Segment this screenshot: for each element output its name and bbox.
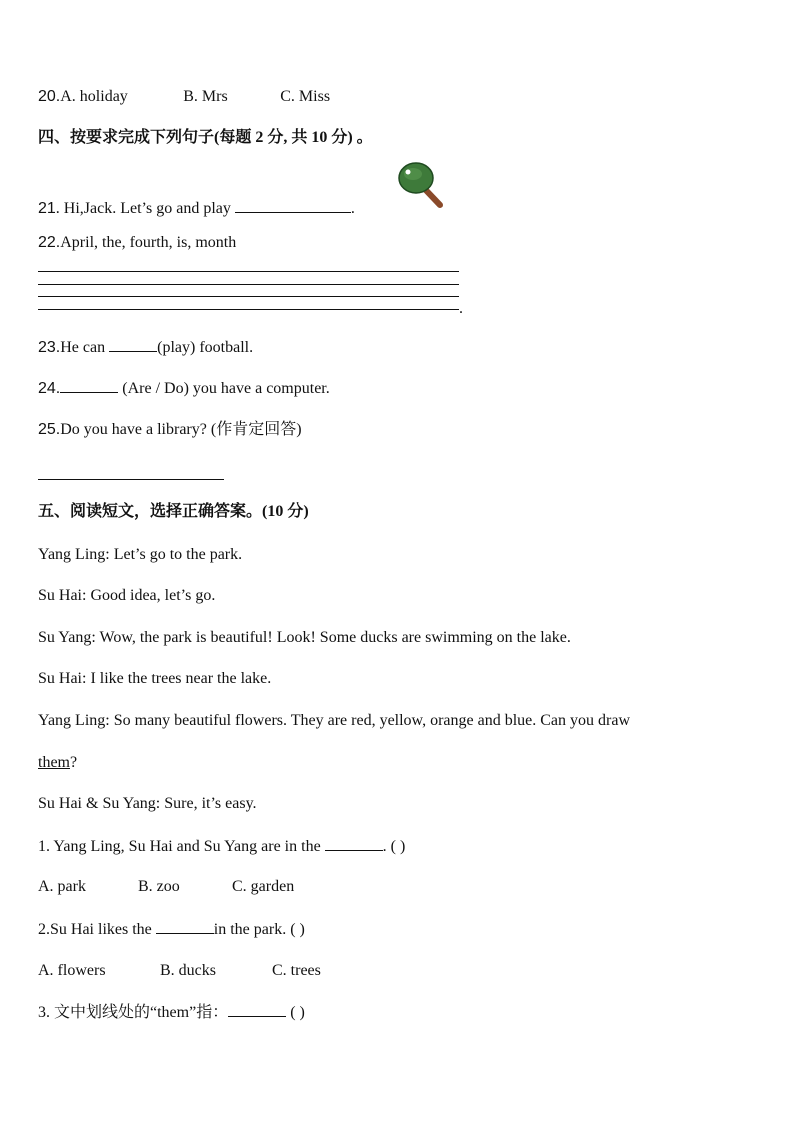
dialogue-line: Yang Ling: Let’s go to the park. (38, 546, 243, 563)
question-21 (38, 198, 355, 219)
option-b: B. Mrs (183, 88, 228, 105)
ping-pong-paddle-icon (396, 160, 446, 210)
question-number: 21 (38, 200, 56, 217)
question-text-end: (play) football. (157, 339, 254, 356)
answer-blank[interactable] (156, 919, 214, 934)
underlined-word: them (38, 754, 70, 771)
dialogue-line: Yang Ling: So many beautiful flowers. They are red, yellow, orange and blue. Can you draw (38, 712, 631, 729)
dialogue-line: Su Hai: Good idea, let’s go. (38, 587, 216, 604)
question-24 (38, 378, 330, 399)
answer-line[interactable] (38, 284, 459, 285)
answer-line[interactable] (38, 479, 224, 480)
question-25 (38, 420, 302, 440)
question-23 (38, 337, 253, 358)
question-end: . (459, 300, 463, 317)
dialogue-line: Su Yang: Wow, the park is beautiful! Look! Some ducks are swimming on the lake. (38, 629, 571, 646)
option-a: A. flowers (38, 962, 106, 979)
question-text-end: ( ) (286, 1004, 305, 1021)
answer-blank[interactable] (109, 337, 157, 352)
dialogue-line-continued (38, 753, 77, 773)
answer-blank[interactable] (228, 1002, 286, 1017)
question-number: 23. (38, 339, 61, 356)
question-text: 3. 文中划线处的“them”指： (38, 1004, 229, 1021)
dialogue-line: Su Hai: I like the trees near the lake. (38, 670, 272, 687)
question-number: 24. (38, 380, 61, 397)
option-c: C. garden (232, 878, 295, 895)
dialogue-line: Su Hai & Su Yang: Sure, it’s easy. (38, 795, 257, 812)
question-number: 20. (38, 88, 61, 105)
reading-question-2 (38, 919, 305, 940)
reading-question-2-options (38, 961, 321, 981)
question-end: . (350, 200, 355, 217)
question-text: 1. Yang Ling, Su Hai and Su Yang are in the (38, 838, 325, 855)
question-text: April, the, fourth, is, month (60, 234, 237, 251)
question-20 (38, 87, 330, 107)
question-number: 25. (38, 421, 61, 438)
answer-blank[interactable] (60, 378, 118, 393)
question-number: 22. (38, 234, 61, 251)
answer-blank[interactable] (235, 198, 351, 213)
reading-question-3 (38, 1002, 305, 1023)
question-text: Do you have a library? (作肯定回答) (60, 421, 302, 438)
section-5-heading: 五、阅读短文，选择正确答案。(10 分) (38, 503, 309, 520)
option-c: C. trees (272, 962, 321, 979)
option-c: C. Miss (280, 88, 331, 105)
question-text-end: . ( ) (382, 838, 406, 855)
answer-line[interactable] (38, 309, 459, 310)
option-b: B. ducks (160, 962, 216, 979)
answer-blank[interactable] (325, 836, 383, 851)
answer-line[interactable] (38, 271, 459, 272)
question-text: (Are / Do) you have a computer. (118, 380, 330, 397)
question-text: 2.Su Hai likes the (38, 921, 156, 938)
question-22 (38, 233, 236, 253)
option-a: A. holiday (60, 88, 128, 105)
reading-question-1-options (38, 877, 294, 897)
section-4-heading: 四、按要求完成下列句子(每题 2 分, 共 10 分) 。 (38, 129, 373, 146)
question-text: . Hi,Jack. Let’s go and play (55, 200, 235, 217)
question-text-end: in the park. ( ) (213, 921, 305, 938)
question-text: He can (60, 339, 110, 356)
option-b: B. zoo (138, 878, 180, 895)
reading-question-1 (38, 836, 405, 857)
dialogue-text: ? (70, 754, 78, 771)
answer-line[interactable] (38, 296, 459, 297)
option-a: A. park (38, 878, 86, 895)
